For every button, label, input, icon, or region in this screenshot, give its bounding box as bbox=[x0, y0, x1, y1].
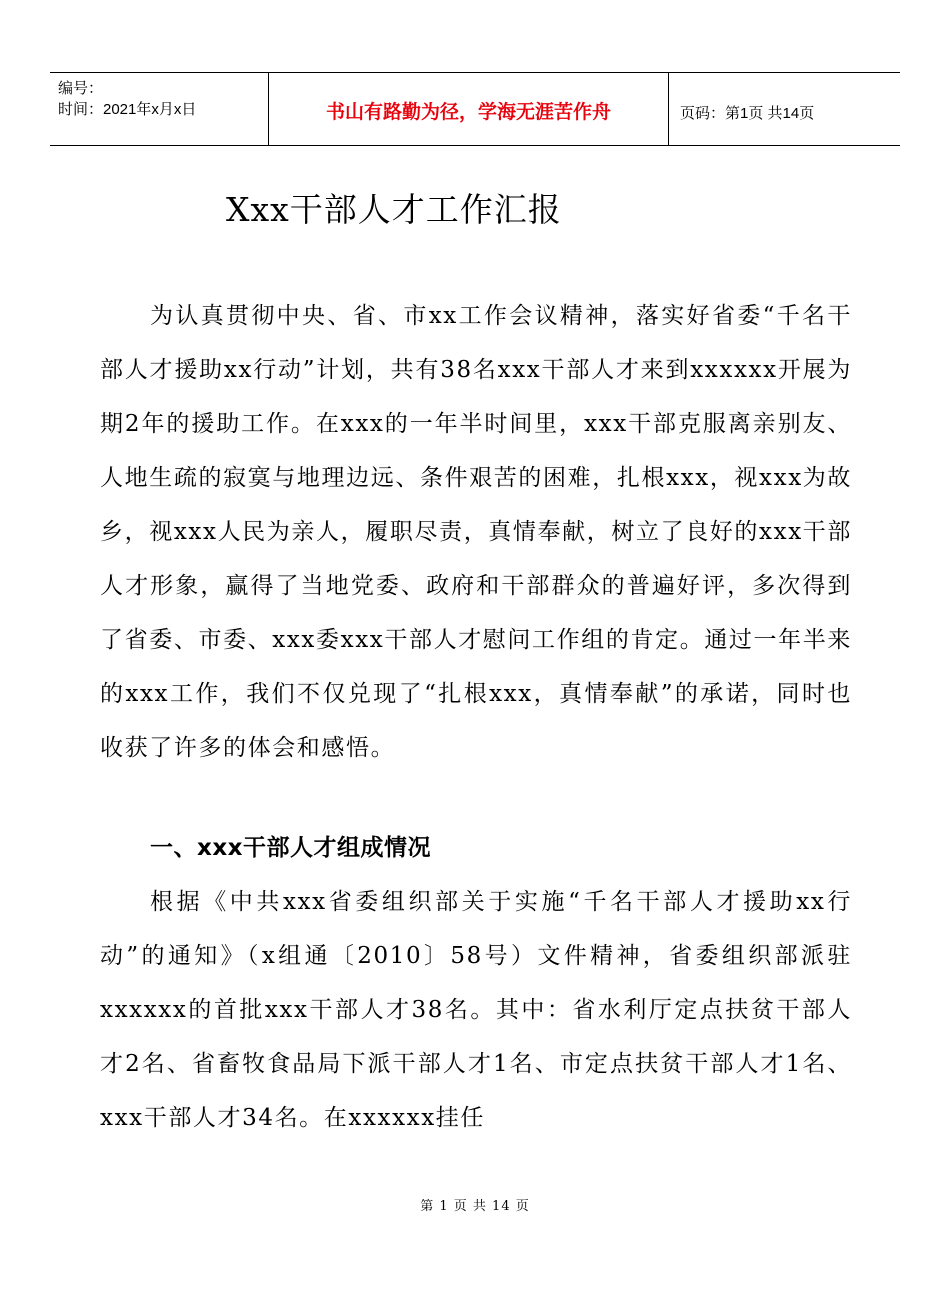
section-paragraph: 根据《中共xxx省委组织部关于实施“千名干部人才援助xx行动”的通知》（x组通〔2010〕58号）文件精神，省委组织部派驻xxxxxx的首批xxx干部人才38名。其中：省水利厅定点扶贫干部人才2名、省畜牧食品局下派干部人才1名、市定点扶贫干部人才1名、xxx干部人才34名。在xxxxxx挂任 bbox=[100, 889, 852, 1131]
header-motto: 书山有路勤为径，学海无涯苦作舟 bbox=[325, 101, 611, 123]
document-time-label: 时间：2021年x月x日 bbox=[58, 101, 197, 118]
intro-paragraph: 为认真贯彻中央、省、市xx工作会议精神，落实好省委“千名干部人才援助xx行动”计划，共有38名xxx干部人才来到xxxxxx开展为期2年的援助工作。在xxx的一年半时间里，xxx干部克服离亲别友、人地生疏的寂寞与地理边远、条件艰苦的困难，扎根xxx，视xxx为故乡，视xxx人民为亲人，履职尽责，真情奉献，树立了良好的xxx干部人才形象，赢得了当地党委、政府和干部群众的普遍好评，多次得到了省委、市委、xxx委xxx干部人才慰问工作组的肯定。通过一年半来的xxx工作，我们不仅兑现了“扎根xxx，真情奉献”的承诺，同时也收获了许多的体会和感悟。 bbox=[100, 303, 852, 761]
document-number-label: 编号： bbox=[58, 80, 104, 97]
document-title: Xxx干部人才工作汇报 bbox=[226, 190, 562, 229]
page-footer: 第 1 页 共 14 页 bbox=[420, 1199, 530, 1214]
header-divider bbox=[668, 73, 669, 145]
document-header bbox=[50, 72, 900, 146]
header-page-info: 页码：第1页 共14页 bbox=[680, 105, 815, 122]
section-heading: 一、xxx干部人才组成情况 bbox=[150, 835, 432, 861]
header-meta bbox=[58, 78, 196, 120]
